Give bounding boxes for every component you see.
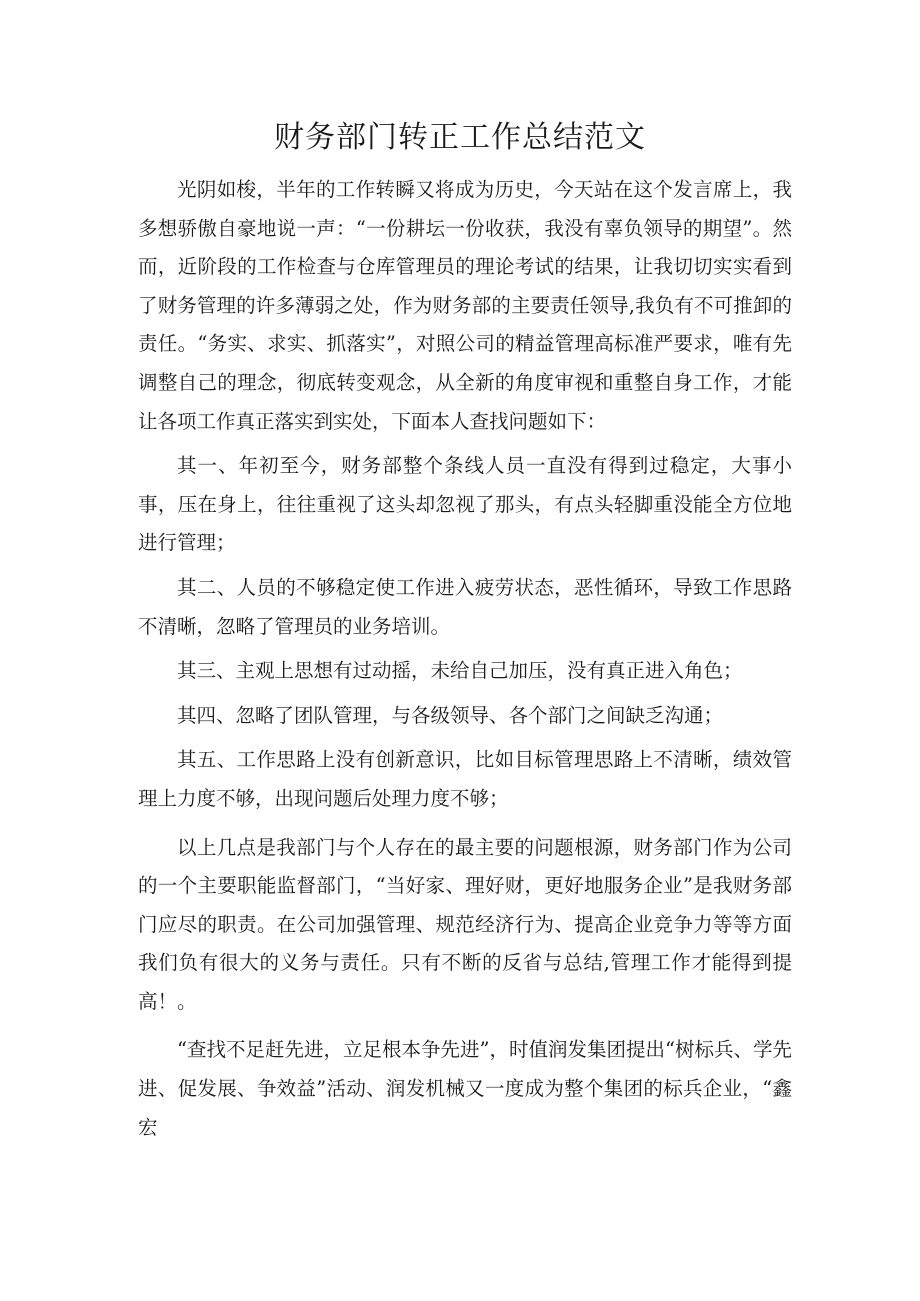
paragraph-issue-5: 其五、工作思路上没有创新意识，比如目标管理思路上不清晰，绩效管理上力度不够，出现问题后处理力度不够； [138, 748, 792, 810]
document-body [138, 171, 792, 1147]
document-title: 财务部门转正工作总结范文 [274, 120, 646, 155]
paragraph-issue-4: 其四、忽略了团队管理，与各级领导、各个部门之间缺乏沟通； [177, 703, 724, 727]
paragraph-issue-3: 其三、主观上思想有过动摇，未给自己加压，没有真正进入角色； [177, 659, 743, 683]
paragraph-summary: 以上几点是我部门与个人存在的最主要的问题根源，财务部门作为公司的一个主要职能监督部门，“当好家、理好财，更好地服务企业”是我财务部门应尽的职责。在公司加强管理、规范经济行为、提高企业竞争力等等方面我们负有很大的义务与责任。只有不断的反省与总结,管理工作才能得到提高！。 [138, 835, 792, 1013]
paragraph-issue-2: 其二、人员的不够稳定使工作进入疲劳状态，恶性循环，导致工作思路不清晰，忽略了管理员的业务培训。 [138, 575, 792, 638]
paragraph-issue-1: 其一、年初至今，财务部整个条线人员一直没有得到过稳定，大事小事，压在身上，往往重视了这头却忽视了那头，有点头轻脚重没能全方位地进行管理； [138, 454, 792, 555]
paragraph-continuation: “查找不足赶先进，立足根本争先进”，时值润发集团提出“树标兵、学先进、促发展、争效益”活动、润发机械又一度成为整个集团的标兵企业，“鑫宏 [138, 1038, 792, 1139]
paragraph-intro: 光阴如梭，半年的工作转瞬又将成为历史，今天站在这个发言席上，我多想骄傲自豪地说一声：“一份耕坛一份收获，我没有辜负领导的期望”。然而，近阶段的工作检查与仓库管理员的理论考试的结果，让我切切实实看到了财务管理的许多薄弱之处，作为财务部的主要责任领导,我负有不可推卸的责任。“务实、求实、抓落实”，对照公司的精益管理高标准严要求，唯有先调整自己的理念，彻底转变观念，从全新的角度审视和重整自身工作，才能让各项工作真正落实到实处，下面本人查找问题如下： [138, 178, 792, 433]
